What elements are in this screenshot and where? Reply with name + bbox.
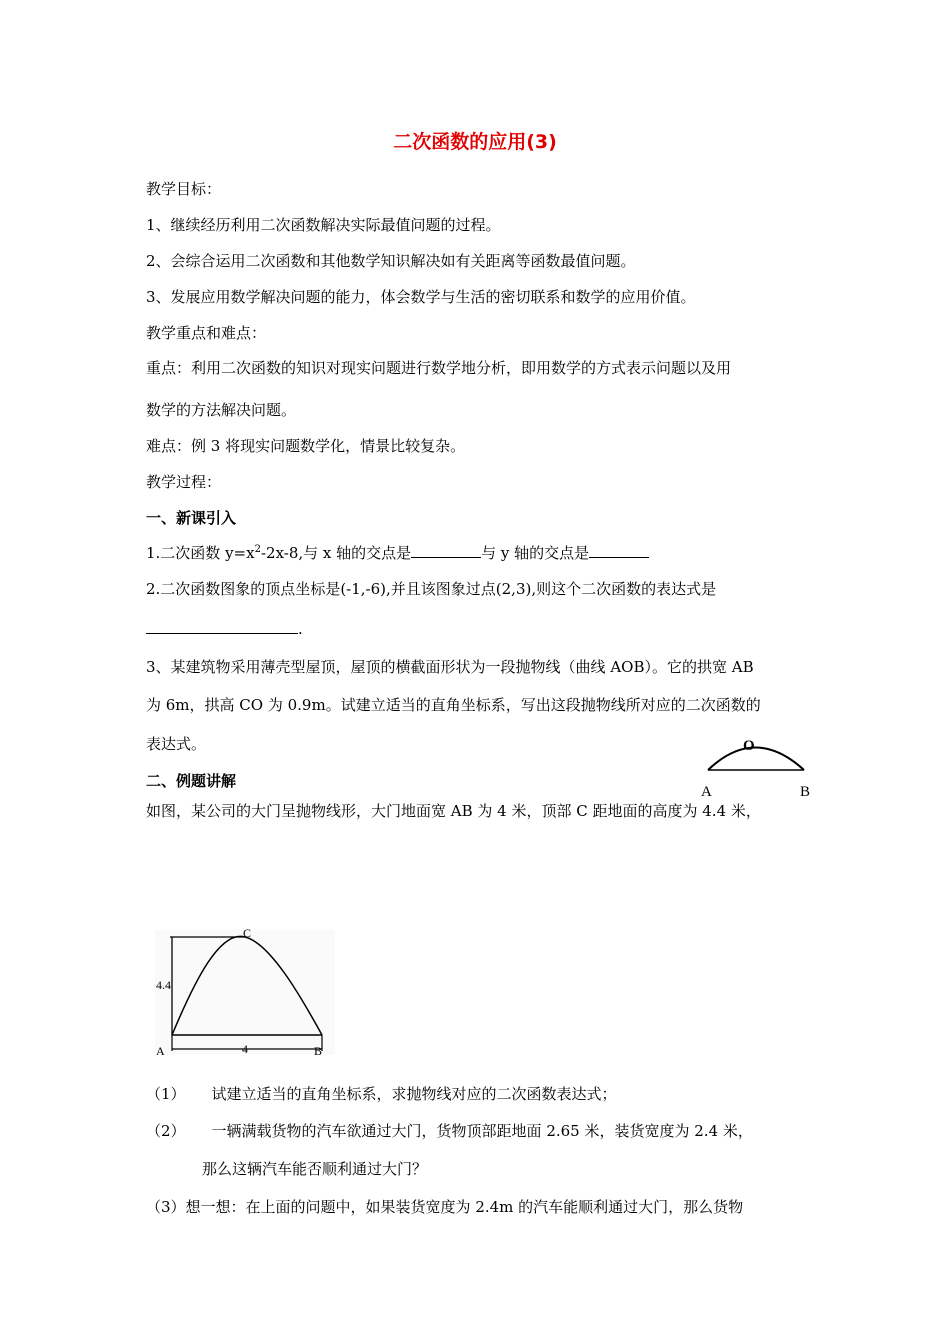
roof-arc [708, 748, 804, 771]
question-1 [146, 541, 649, 564]
q2-end: . [298, 620, 303, 638]
objectives-heading: 教学目标： [146, 180, 222, 198]
gate-parabola-figure [150, 925, 340, 1060]
q1-mid2: 与 y 轴的交点是 [481, 544, 590, 562]
sub-question-1 [146, 1083, 617, 1105]
gate-label-width: 4 [242, 1042, 248, 1056]
q2-blank-expression[interactable] [146, 617, 298, 634]
question-2-line-1: 2.二次函数图象的顶点坐标是(-1,-6),并且该图象过点(2,3),则这个二次函数的表达式是 [146, 580, 717, 598]
objective-3: 3、发展应用数学解决问题的能力，体会数学与生活的密切联系和数学的应用价值。 [146, 288, 696, 306]
question-2-line-2 [146, 617, 303, 640]
process-heading: 教学过程： [146, 473, 222, 491]
sub-1-number: （1） [146, 1085, 186, 1103]
gate-label-height: 4.4 [156, 978, 171, 992]
q1-mid: -2x-8,与 x 轴的交点是 [260, 544, 412, 562]
q1-prefix: 1.二次函数 y=x [146, 544, 255, 562]
keypoint-line-2: 数学的方法解决问题。 [146, 401, 297, 419]
sub-question-3: （3）想一想：在上面的问题中，如果装货宽度为 2.4m 的汽车能顺利通过大门，那么货物 [146, 1198, 744, 1216]
objective-2: 2、会综合运用二次函数和其他数学知识解决如有关距离等函数最值问题。 [146, 252, 636, 270]
keypoint-line-1: 重点：利用二次函数的知识对现实问题进行数学地分析，即用数学的方式表示问题以及用 [146, 359, 732, 377]
section-1-heading: 一、新课引入 [146, 509, 237, 527]
question-3-line-3: 表达式。 [146, 735, 207, 753]
question-3-line-2: 为 6m，拱高 CO 为 0.9m。试建立适当的直角坐标系，写出这段抛物线所对应的二次函数的 [146, 696, 761, 714]
keypoints-heading: 教学重点和难点： [146, 324, 267, 342]
sub-2-text: 一辆满载货物的汽车欲通过大门，货物顶部距地面 2.65 米，装货宽度为 2.4 米， [211, 1122, 753, 1140]
example-text: 如图，某公司的大门呈抛物线形，大门地面宽 AB 为 4 米，顶部 C 距地面的高度为 4.4 米， [146, 802, 761, 820]
roof-label-b: B [800, 784, 811, 800]
page-title: 二次函数的应用(3) [393, 131, 557, 153]
roof-label-o: O [743, 738, 755, 754]
section-2-heading: 二、例题讲解 [146, 772, 237, 790]
gate-label-c: C [243, 926, 252, 940]
q1-exponent: 2 [254, 544, 261, 555]
q1-blank-y-intercept[interactable] [589, 541, 649, 558]
q1-blank-x-intercepts[interactable] [411, 541, 481, 558]
objective-1: 1、继续经历利用二次函数解决实际最值问题的过程。 [146, 216, 501, 234]
difficulty-text: 难点：例 3 将现实问题数学化，情景比较复杂。 [146, 437, 466, 455]
gate-label-a: A [156, 1044, 165, 1058]
roof-parabola-diagram [700, 735, 820, 805]
sub-2-number: （2） [146, 1122, 186, 1140]
question-3-line-1: 3、某建筑物采用薄壳型屋顶，屋顶的横截面形状为一段抛物线（曲线 AOB）。它的拱宽 AB [146, 658, 754, 676]
sub-question-2 [146, 1120, 753, 1142]
sub-question-2-line-2: 那么这辆汽车能否顺利通过大门？ [202, 1160, 428, 1178]
sub-1-text: 试建立适当的直角坐标系，求抛物线对应的二次函数表达式； [211, 1085, 617, 1103]
gate-label-b: B [314, 1044, 323, 1058]
roof-label-a: A [701, 784, 712, 800]
